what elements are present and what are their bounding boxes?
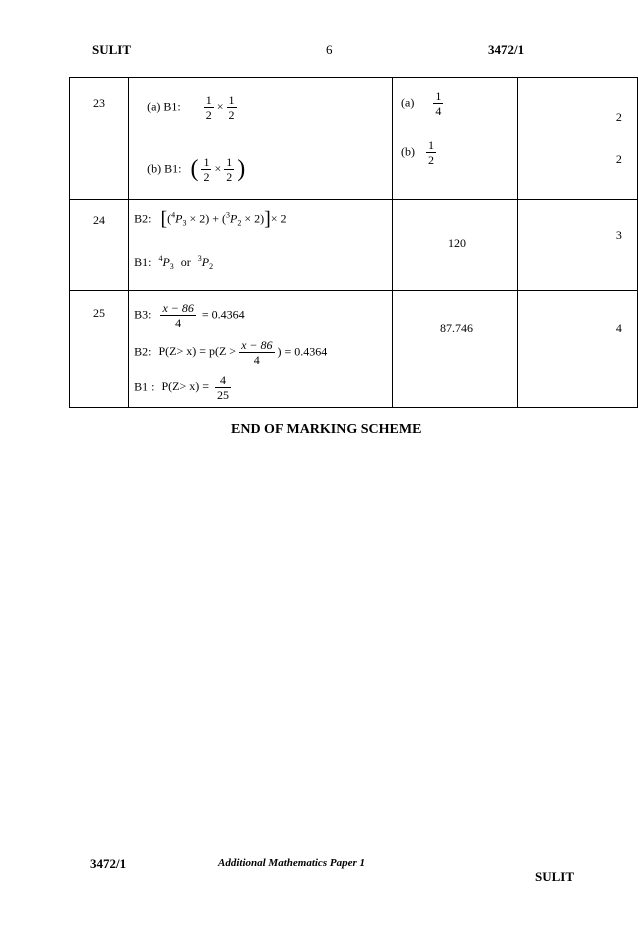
marks-cell xyxy=(517,291,637,408)
fraction: $\frac{x - 86}{4}$ xyxy=(162,301,194,330)
working-line-b: (b) B1: ( $\frac{1}{2}$ × $\frac{1}{2}$ ) xyxy=(147,155,246,184)
table-row xyxy=(70,200,638,291)
page-number: 6 xyxy=(326,42,333,57)
question-number-cell xyxy=(70,200,129,291)
question-number-cell xyxy=(70,78,129,200)
mark: 3 xyxy=(615,228,622,242)
fraction: $\frac{1}{2}$ xyxy=(428,138,435,167)
table-row xyxy=(70,78,638,200)
fraction: $\frac{1}{2}$ xyxy=(228,93,235,122)
working-line-b3: B3: $\frac{x - 86}{4}$ = 0.4364 xyxy=(134,301,245,330)
fraction: $\frac{1}{2}$ xyxy=(205,93,212,122)
mark: 2 xyxy=(615,152,622,166)
mark: 4 xyxy=(615,321,622,335)
fraction: $\frac{1}{4}$ xyxy=(435,89,442,118)
working-line-b2: B2: $[(^4P_3 \times 2) + (^3P_2 \times 2)]\times 2$ xyxy=(134,208,287,230)
answer-cell xyxy=(393,78,518,200)
working-line-b1: B1: $^4P_3$ or $^3P_2$ xyxy=(134,254,214,271)
footer-title: Additional Mathematics Paper 1 xyxy=(218,857,365,869)
marks-cell xyxy=(517,78,637,200)
working-cell xyxy=(129,200,393,291)
question-number-cell xyxy=(70,291,129,408)
answer: 120 xyxy=(448,236,467,250)
answer-cell xyxy=(393,200,518,291)
answer-cell xyxy=(393,291,518,408)
fraction: $\frac{1}{2}$ xyxy=(226,155,233,184)
question-number: 25 xyxy=(93,306,105,320)
working-label: (a) B1: xyxy=(147,99,181,114)
header-sulit: SULIT xyxy=(92,42,132,57)
working-line-a: (a) B1: $\frac{1}{2}$ × $\frac{1}{2}$ xyxy=(147,93,235,122)
working-label: (b) B1: xyxy=(147,161,182,176)
working-cell xyxy=(129,291,393,408)
fraction: $\frac{1}{2}$ xyxy=(203,155,210,184)
working-line-b1: B1 : P(Z> x) = $\frac{4}{25}$ xyxy=(134,373,229,402)
answer-b: (b) $\frac{1}{2}$ xyxy=(401,138,435,167)
table-row xyxy=(70,291,638,408)
footer-sulit: SULIT xyxy=(535,869,575,884)
end-of-marking-scheme: END OF MARKING SCHEME xyxy=(231,422,422,437)
header-paper-code: 3472/1 xyxy=(488,42,525,57)
marking-scheme-table xyxy=(69,77,638,408)
question-number: 23 xyxy=(93,96,105,110)
fraction: $\frac{4}{25}$ xyxy=(216,373,229,402)
answer: 87.746 xyxy=(440,321,474,335)
answer-a: (a) $\frac{1}{4}$ xyxy=(401,89,442,118)
footer-paper-code: 3472/1 xyxy=(90,856,127,871)
working-cell xyxy=(129,78,393,200)
question-number: 24 xyxy=(93,213,105,227)
mark: 2 xyxy=(615,110,622,124)
fraction: $\frac{x - 86}{4}$ xyxy=(241,338,273,367)
marks-cell xyxy=(517,200,637,291)
working-line-b2: B2: P(Z> x) = p(Z > $\frac{x - 86}{4}$ ) = 0.4364 xyxy=(134,338,328,367)
